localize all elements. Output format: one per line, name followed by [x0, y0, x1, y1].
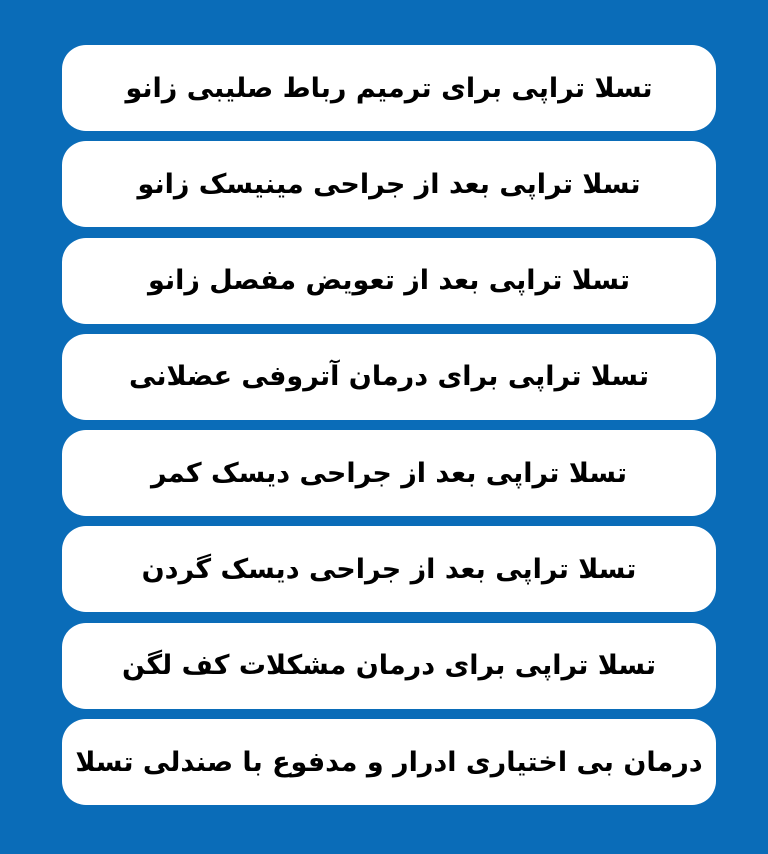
- list-item-label: تسلا تراپی بعد از جراحی دیسک کمر: [151, 457, 627, 489]
- list-item-label: درمان بی اختیاری ادرار و مدفوع با صندلی تسلا: [75, 746, 703, 778]
- list-item-label: تسلا تراپی بعد از جراحی مینیسک زانو: [137, 168, 641, 200]
- list-item-lumbar-disc-surgery[interactable]: [62, 430, 716, 516]
- list-item-label: تسلا تراپی برای درمان آتروفی عضلانی: [129, 361, 649, 393]
- list-item-label: تسلا تراپی بعد از تعویض مفصل زانو: [148, 265, 630, 297]
- list-item-label: تسلا تراپی برای ترمیم رباط صلیبی زانو: [125, 72, 653, 104]
- treatment-list: [62, 45, 716, 805]
- list-item-acl-repair[interactable]: [62, 45, 716, 131]
- list-item-cervical-disc-surgery[interactable]: [62, 526, 716, 612]
- list-item-muscle-atrophy[interactable]: [62, 334, 716, 420]
- list-item-pelvic-floor[interactable]: [62, 623, 716, 709]
- list-item-meniscus-surgery[interactable]: [62, 141, 716, 227]
- list-item-incontinence[interactable]: [62, 719, 716, 805]
- list-item-knee-replacement[interactable]: [62, 238, 716, 324]
- list-item-label: تسلا تراپی برای درمان مشکلات کف لگن: [122, 650, 656, 682]
- list-item-label: تسلا تراپی بعد از جراحی دیسک گردن: [141, 553, 637, 585]
